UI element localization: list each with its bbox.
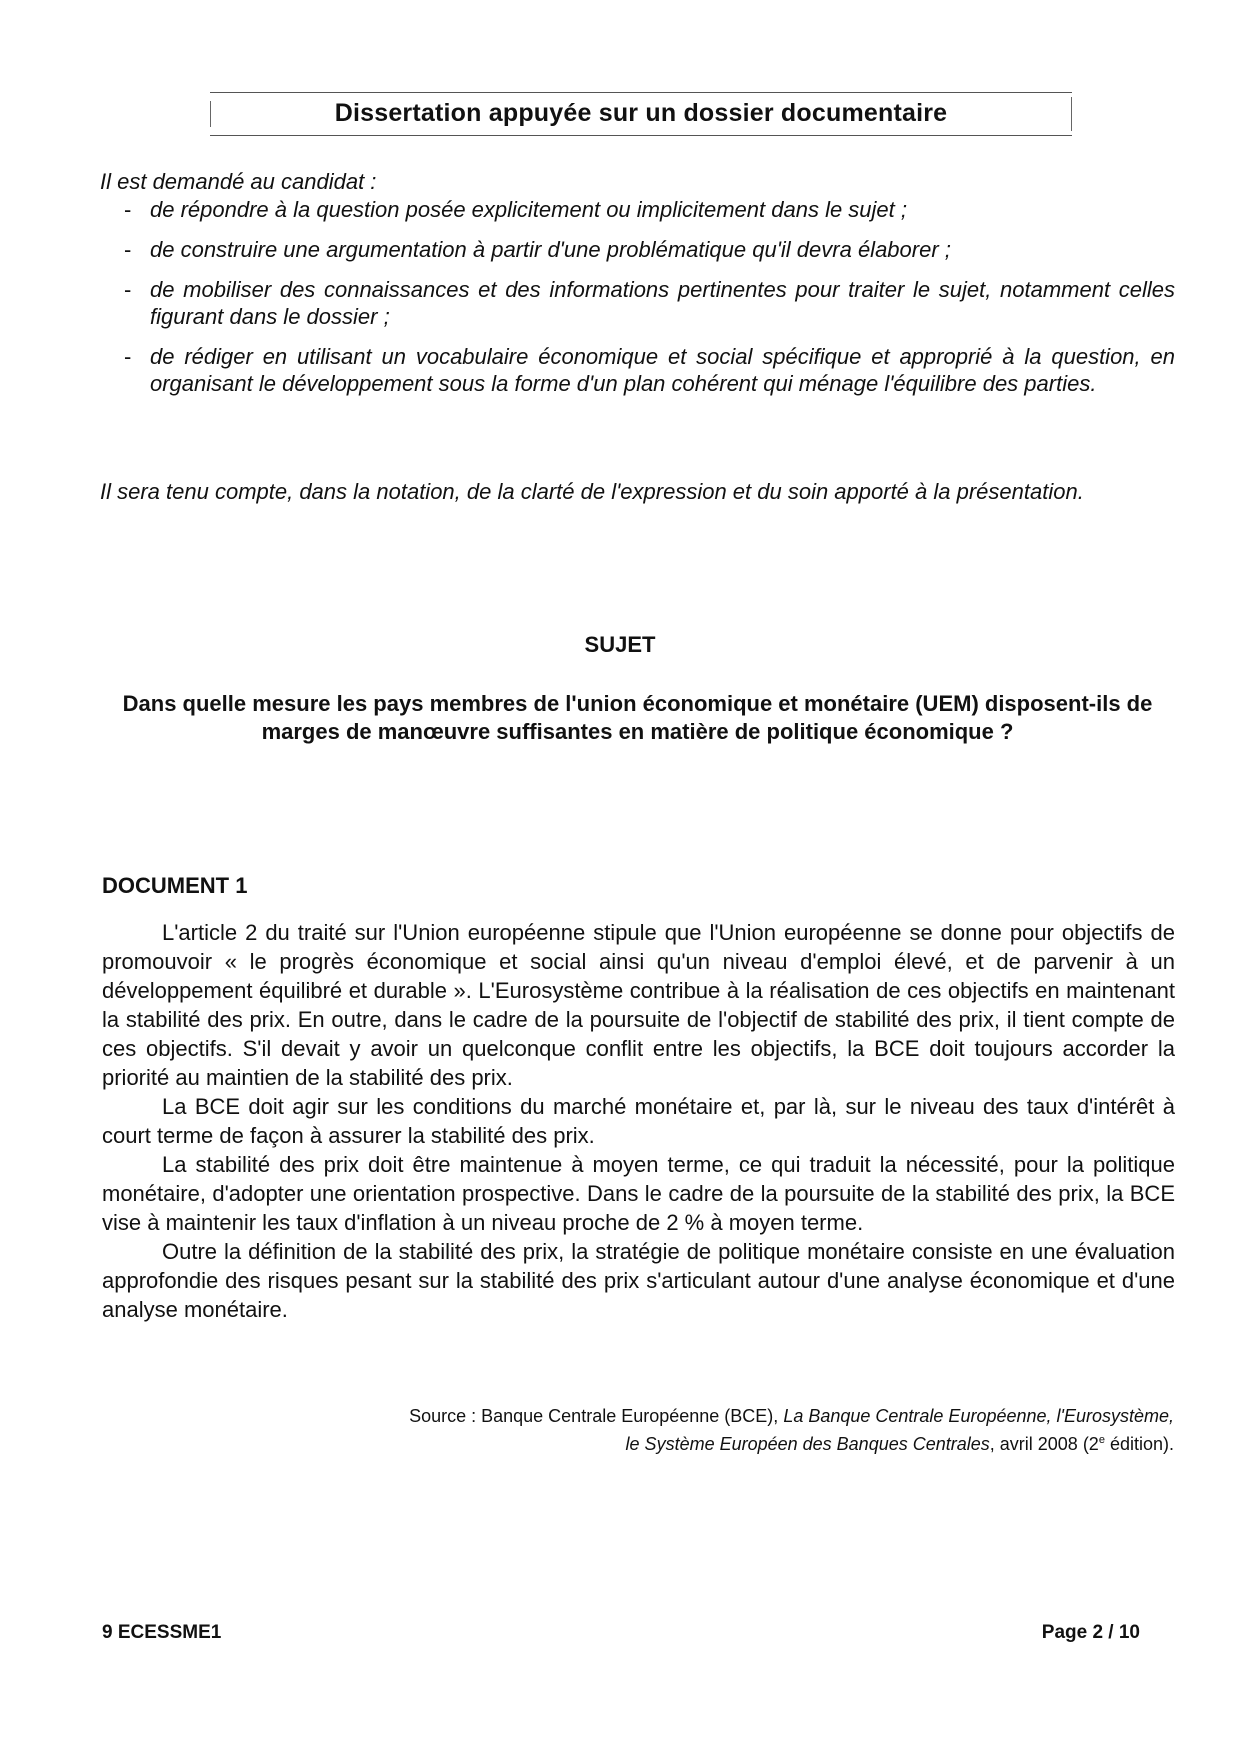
bullet-dash: -: [124, 277, 132, 302]
instruction-item: [100, 196, 1175, 223]
instruction-item: [100, 276, 1175, 330]
instructions-list: [100, 196, 1175, 410]
bullet-dash: -: [124, 197, 132, 222]
source-suffix: , avril 2008 (2: [989, 1434, 1099, 1454]
source-edition-end: édition).: [1104, 1434, 1174, 1454]
document-paragraph: Outre la définition de la stabilité des prix, la stratégie de politique monétaire consiste en une évaluation approfondie des risques pesant sur la stabilité des prix s'articulant autour d'une analyse économique et d'une analyse monétaire.: [102, 1239, 1175, 1322]
instructions-intro: Il est demandé au candidat :: [100, 169, 377, 194]
document-paragraph: La BCE doit agir sur les conditions du marché monétaire et, par là, sur le niveau des taux d'intérêt à court terme de façon à assurer la stabilité des prix.: [102, 1094, 1175, 1148]
source-edition-sup: e: [1098, 1434, 1105, 1446]
document-source: [409, 1404, 1174, 1456]
document-body: [102, 918, 1175, 1324]
instruction-text: de mobiliser des connaissances et des informations pertinentes pour traiter le sujet, notamment celles figurant dans le dossier ;: [150, 277, 1175, 329]
instruction-item: [100, 236, 1175, 263]
instruction-text: de rédiger en utilisant un vocabulaire économique et social spécifique et approprié à la question, en organisant le développement sous la forme d'un plan cohérent qui ménage l'équilibre des parties.: [150, 344, 1175, 396]
title-box: [210, 92, 1072, 136]
instruction-text: de répondre à la question posée explicitement ou implicitement dans le sujet ;: [150, 197, 908, 222]
footer-exam-code: 9 ECESSME1: [102, 1622, 222, 1643]
source-title-line1: La Banque Centrale Européenne, l'Eurosystème,: [783, 1406, 1174, 1426]
page-title: Dissertation appuyée sur un dossier documentaire: [334, 99, 948, 127]
sujet-label: SUJET: [584, 632, 656, 657]
document-paragraph: L'article 2 du traité sur l'Union européenne stipule que l'Union européenne se donne pour objectifs de promouvoir « le progrès économique et social ainsi qu'un niveau d'emploi élevé, et de parvenir à un développement équilibré et durable ». L'Eurosystème contribue à la réalisation de ces objectifs en maintenant la stabilité des prix. En outre, dans le cadre de la poursuite de l'objectif de stabilité des prix, il tient compte de ces objectifs. S'il devait y avoir un quelconque conflit entre les objectifs, la BCE doit toujours accorder la priorité au maintien de la stabilité des prix.: [102, 920, 1175, 1090]
document-paragraph: La stabilité des prix doit être maintenue à moyen terme, ce qui traduit la nécessité, pour la politique monétaire, d'adopter une orientation prospective. Dans le cadre de la poursuite de la stabilité des prix, la BCE vise à maintenir les taux d'inflation à un niveau proche de 2 % à moyen terme.: [102, 1152, 1175, 1235]
bullet-dash: -: [124, 344, 132, 369]
instructions-note: Il sera tenu compte, dans la notation, de la clarté de l'expression et du soin apporté à la présentation.: [100, 479, 1084, 504]
instruction-item: [100, 343, 1175, 397]
source-title-line2: le Système Européen des Banques Centrales: [625, 1434, 990, 1454]
footer-page-number: Page 2 / 10: [1041, 1622, 1140, 1643]
source-prefix: Source : Banque Centrale Européenne (BCE),: [409, 1406, 784, 1426]
instruction-text: de construire une argumentation à partir d'une problématique qu'il devra élaborer ;: [150, 237, 951, 262]
sujet-question: Dans quelle mesure les pays membres de l'union économique et monétaire (UEM) disposent-ils de marges de manœuvre suffisantes en matière de politique économique ?: [122, 691, 1153, 744]
document-title: DOCUMENT 1: [102, 873, 248, 898]
bullet-dash: -: [124, 237, 132, 262]
